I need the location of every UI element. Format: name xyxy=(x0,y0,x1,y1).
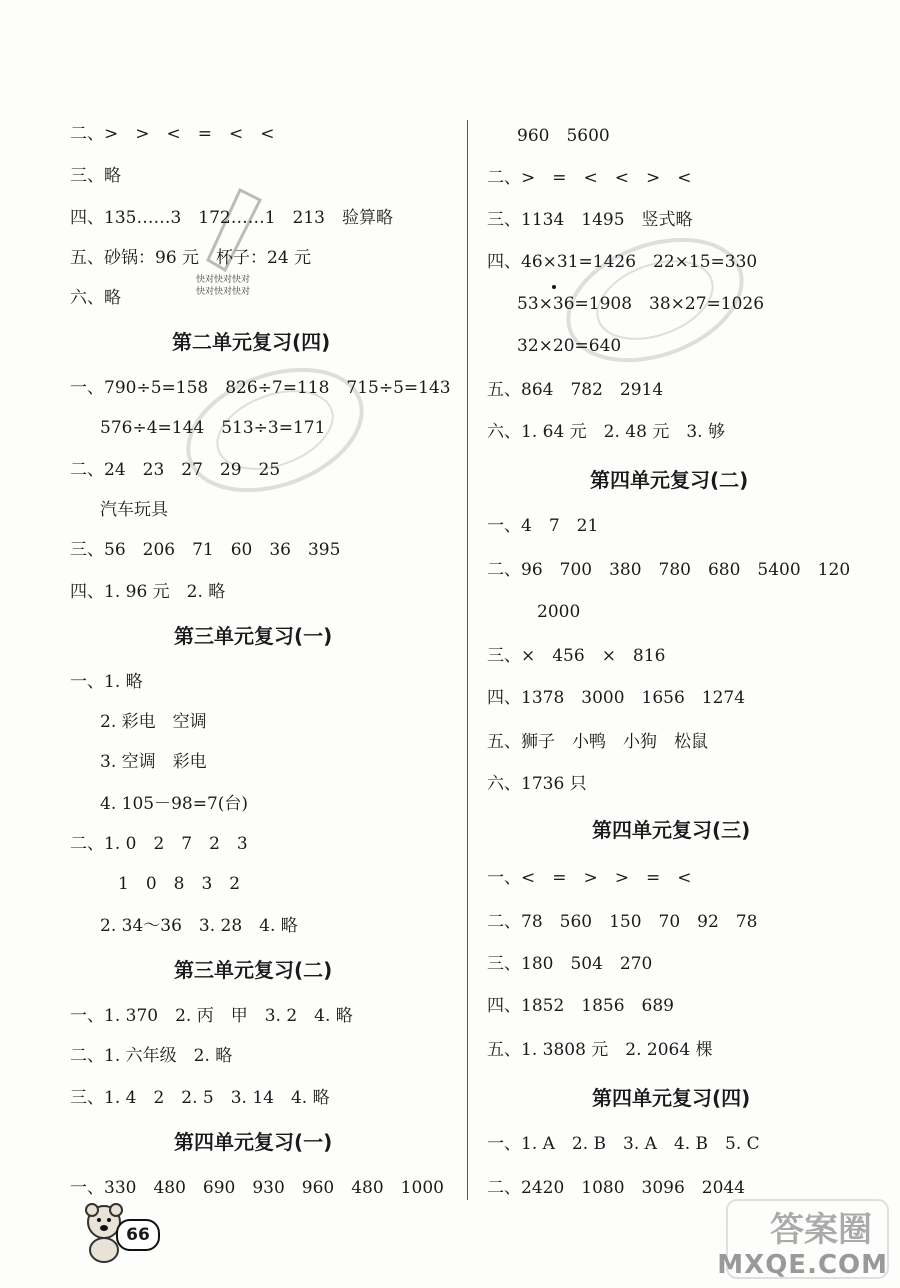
answer-line: 53×36=1908 38×27=1026 xyxy=(517,294,765,314)
answer-line: 二、24 23 27 29 25 xyxy=(70,460,281,480)
watermark-title: 答案圈 xyxy=(770,1210,872,1250)
answer-line: 汽车玩具 xyxy=(100,500,168,520)
section-heading: 第四单元复习(四) xyxy=(592,1086,751,1110)
section-heading: 第四单元复习(二) xyxy=(590,468,749,492)
answer-line: 2. 彩电 空调 xyxy=(100,712,207,732)
answer-line: 五、砂锅：96 元 杯子：24 元 xyxy=(70,248,312,268)
answer-line: 四、1378 3000 1656 1274 xyxy=(487,688,746,708)
answer-line: 二、> > < = < < xyxy=(70,124,275,144)
page-number: 66 xyxy=(116,1219,160,1251)
answer-line: 一、< = > > = < xyxy=(487,868,692,888)
dot-mark xyxy=(552,285,556,289)
section-heading: 第三单元复习(一) xyxy=(174,624,333,648)
answer-line: 三、1. 4 2 2. 5 3. 14 4. 略 xyxy=(70,1088,330,1108)
answer-line: 三、56 206 71 60 36 395 xyxy=(70,540,341,560)
answer-line: 4. 105－98=7(台) xyxy=(100,794,249,814)
answer-line: 一、1. 略 xyxy=(70,672,143,692)
answer-line: 五、狮子 小鸭 小狗 松鼠 xyxy=(487,732,708,752)
answer-line: 二、1. 六年级 2. 略 xyxy=(70,1046,233,1066)
answer-line: 2. 34～36 3. 28 4. 略 xyxy=(100,916,298,936)
section-heading: 第三单元复习(二) xyxy=(174,958,333,982)
answer-line: 四、46×31=1426 22×15=330 xyxy=(487,252,758,272)
answer-line: 六、1. 64 元 2. 48 元 3. 够 xyxy=(487,422,725,442)
answer-line: 二、78 560 150 70 92 78 xyxy=(487,912,758,932)
column-divider xyxy=(467,120,468,1200)
answer-line: 一、790÷5=158 826÷7=118 715÷5=143 xyxy=(70,378,451,398)
answer-line: 3. 空调 彩电 xyxy=(100,752,207,772)
watermark-url: MXQE.COM xyxy=(717,1250,888,1280)
answer-line: 二、> = < < > < xyxy=(487,168,692,188)
answer-line: 三、180 504 270 xyxy=(487,954,653,974)
answer-line: 二、2420 1080 3096 2044 xyxy=(487,1178,746,1198)
answer-line: 二、1. 0 2 7 2 3 xyxy=(70,834,248,854)
answer-line: 2000 xyxy=(537,602,581,622)
answer-line: 六、1736 只 xyxy=(487,774,587,794)
answer-line: 1 0 8 3 2 xyxy=(118,874,241,894)
answer-line: 六、略 xyxy=(70,288,121,308)
answer-line: 五、1. 3808 元 2. 2064 棵 xyxy=(487,1040,713,1060)
answer-line: 一、1. 370 2. 丙 甲 3. 2 4. 略 xyxy=(70,1006,353,1026)
answer-line: 三、1134 1495 竖式略 xyxy=(487,210,693,230)
answer-line: 四、1852 1856 689 xyxy=(487,996,674,1016)
answer-line: 一、330 480 690 930 960 480 1000 xyxy=(70,1178,444,1198)
answer-line: 一、4 7 21 xyxy=(487,516,599,536)
section-heading: 第二单元复习(四) xyxy=(172,330,331,354)
stamp-note-line2: 快对快对快对 xyxy=(196,287,251,297)
answer-line: 四、135……3 172……1 213 验算略 xyxy=(70,208,393,228)
answer-line: 一、1. A 2. B 3. A 4. B 5. C xyxy=(487,1134,760,1154)
answer-line: 五、864 782 2914 xyxy=(487,380,664,400)
section-heading: 第四单元复习(三) xyxy=(592,818,751,842)
answer-line: 576÷4=144 513÷3=171 xyxy=(100,418,326,438)
answer-line: 四、1. 96 元 2. 略 xyxy=(70,582,226,602)
answer-line: 960 5600 xyxy=(517,126,610,146)
answer-line: 三、× 456 × 816 xyxy=(487,646,666,666)
answer-line: 三、略 xyxy=(70,166,121,186)
stamp-note-line1: 快对快对快对 xyxy=(196,275,251,285)
section-heading: 第四单元复习(一) xyxy=(174,1130,333,1154)
answer-line: 32×20=640 xyxy=(517,336,622,356)
answer-line: 二、96 700 380 780 680 5400 120 xyxy=(487,560,851,580)
